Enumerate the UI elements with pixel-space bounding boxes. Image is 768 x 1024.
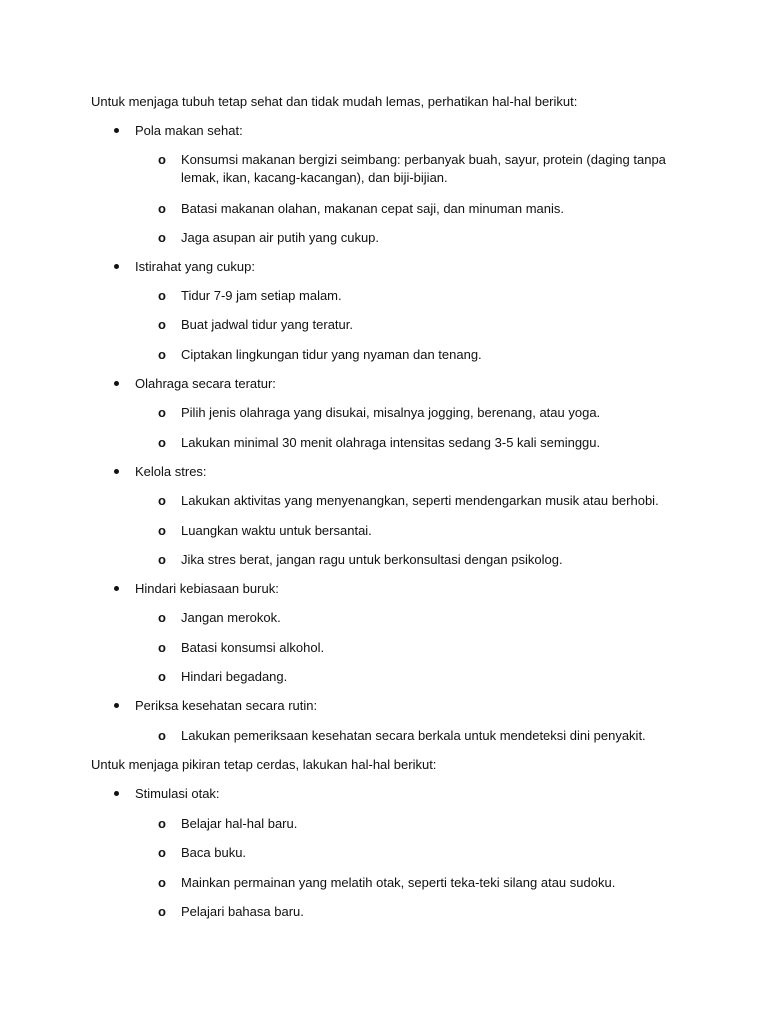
list-item: Pilih jenis olahraga yang disukai, misalnya jogging, berenang, atau yoga.	[181, 405, 601, 420]
list-item: Belajar hal-hal baru.	[181, 816, 298, 831]
sub-bullet-marker: o	[158, 875, 166, 890]
sub-bullet-marker: o	[158, 845, 166, 860]
sub-bullet-marker: o	[158, 288, 166, 303]
section-heading-kelola-stres: Kelola stres:	[135, 464, 207, 479]
sub-bullet-marker: o	[158, 435, 166, 450]
sub-bullet-marker: o	[158, 728, 166, 743]
section-heading-olahraga: Olahraga secara teratur:	[135, 376, 276, 391]
bullet-icon	[114, 469, 119, 474]
list-item: Pelajari bahasa baru.	[181, 904, 304, 919]
section-heading-stimulasi-otak: Stimulasi otak:	[135, 786, 220, 801]
sub-bullet-marker: o	[158, 317, 166, 332]
list-item: Konsumsi makanan bergizi seimbang: perbanyak buah, sayur, protein (daging tanpa lemak, ikan, kacang-kacangan), dan biji-bijian.	[181, 152, 666, 185]
list-item: Batasi makanan olahan, makanan cepat saji, dan minuman manis.	[181, 201, 564, 216]
bullet-icon	[114, 264, 119, 269]
intro-mind-paragraph: Untuk menjaga pikiran tetap cerdas, lakukan hal-hal berikut:	[91, 757, 437, 772]
list-item: Tidur 7-9 jam setiap malam.	[181, 288, 342, 303]
bullet-icon	[114, 791, 119, 796]
sub-bullet-marker: o	[158, 152, 166, 167]
list-item: Jika stres berat, jangan ragu untuk berkonsultasi dengan psikolog.	[181, 552, 563, 567]
sub-bullet-marker: o	[158, 493, 166, 508]
list-item: Ciptakan lingkungan tidur yang nyaman dan tenang.	[181, 347, 482, 362]
sub-bullet-marker: o	[158, 640, 166, 655]
sub-bullet-marker: o	[158, 405, 166, 420]
section-heading-istirahat: Istirahat yang cukup:	[135, 259, 255, 274]
sub-bullet-marker: o	[158, 610, 166, 625]
sub-bullet-marker: o	[158, 347, 166, 362]
bullet-icon	[114, 703, 119, 708]
section-heading-kebiasaan-buruk: Hindari kebiasaan buruk:	[135, 581, 279, 596]
list-item: Buat jadwal tidur yang teratur.	[181, 317, 353, 332]
list-item: Mainkan permainan yang melatih otak, seperti teka-teki silang atau sudoku.	[181, 875, 616, 890]
list-item: Lakukan pemeriksaan kesehatan secara berkala untuk mendeteksi dini penyakit.	[181, 728, 646, 743]
list-item: Hindari begadang.	[181, 669, 288, 684]
sub-bullet-marker: o	[158, 201, 166, 216]
sub-bullet-marker: o	[158, 230, 166, 245]
sub-bullet-marker: o	[158, 816, 166, 831]
list-item: Luangkan waktu untuk bersantai.	[181, 523, 372, 538]
section-heading-periksa-kesehatan: Periksa kesehatan secara rutin:	[135, 698, 318, 713]
list-item: Lakukan minimal 30 menit olahraga intensitas sedang 3-5 kali seminggu.	[181, 435, 601, 450]
section-heading-pola-makan: Pola makan sehat:	[135, 123, 243, 138]
bullet-icon	[114, 128, 119, 133]
list-item: Jaga asupan air putih yang cukup.	[181, 230, 380, 245]
bullet-icon	[114, 381, 119, 386]
list-item: Batasi konsumsi alkohol.	[181, 640, 325, 655]
sub-bullet-marker: o	[158, 523, 166, 538]
sub-bullet-marker: o	[158, 904, 166, 919]
list-item: Lakukan aktivitas yang menyenangkan, seperti mendengarkan musik atau berhobi.	[181, 493, 659, 508]
list-item: Baca buku.	[181, 845, 247, 860]
bullet-icon	[114, 586, 119, 591]
sub-bullet-marker: o	[158, 552, 166, 567]
list-item: Jangan merokok.	[181, 610, 281, 625]
sub-bullet-marker: o	[158, 669, 166, 684]
intro-body-paragraph: Untuk menjaga tubuh tetap sehat dan tidak mudah lemas, perhatikan hal-hal berikut:	[91, 94, 578, 109]
